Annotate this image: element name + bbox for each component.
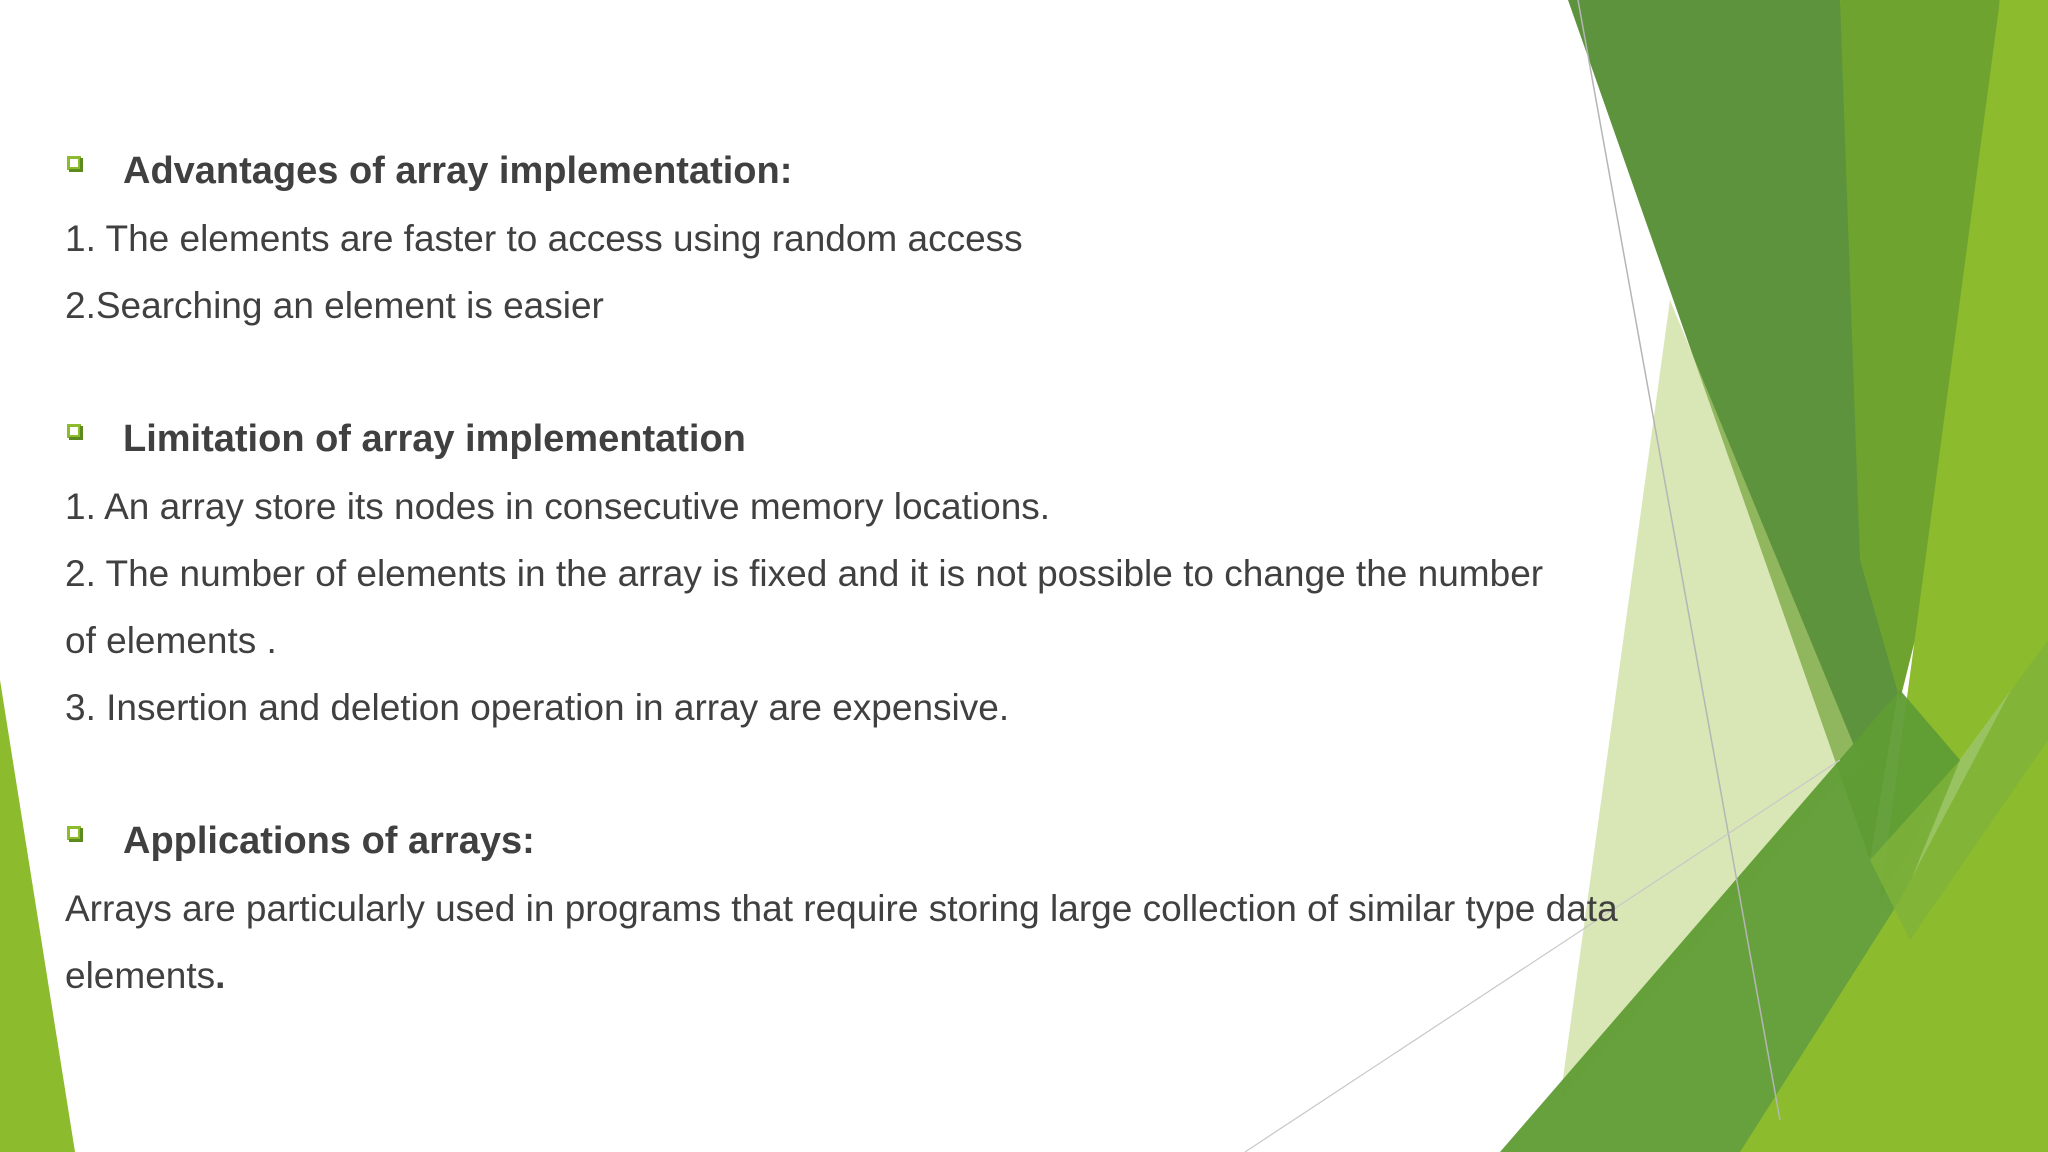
limitation-item-3: 3. Insertion and deletion operation in array are expensive. — [65, 687, 1010, 728]
slide-content — [65, 138, 1705, 1009]
application-item-1-continued — [65, 942, 1705, 1009]
section-spacer — [65, 741, 1705, 808]
limitation-item-1: 1. An array store its nodes in consecutive memory locations. — [65, 486, 1051, 527]
limitation-item-2-continued: of elements . — [65, 620, 277, 661]
section-heading-limitations — [65, 406, 1705, 473]
heading-text: Applications of arrays: — [123, 820, 535, 862]
bold-period: . — [215, 955, 226, 996]
square-bullet-icon — [67, 156, 81, 170]
heading-text: Limitation of array implementation — [123, 418, 746, 460]
square-bullet-icon — [67, 826, 81, 840]
advantage-item-2: 2.Searching an element is easier — [65, 285, 604, 326]
left-green-sliver — [0, 680, 75, 1152]
section-heading-applications — [65, 808, 1705, 875]
square-bullet-icon — [67, 424, 81, 438]
limitation-item-2: 2. The number of elements in the array is fixed and it is not possible to change the number — [65, 553, 1544, 594]
heading-text: Advantages of array implementation: — [123, 150, 793, 192]
section-spacer — [65, 339, 1705, 406]
section-heading-advantages — [65, 138, 1705, 205]
application-item-1: Arrays are particularly used in programs that require storing large collection of similar type data — [65, 888, 1618, 929]
advantage-item-1: 1. The elements are faster to access using random access — [65, 218, 1023, 259]
application-text-end: elements — [65, 955, 216, 996]
